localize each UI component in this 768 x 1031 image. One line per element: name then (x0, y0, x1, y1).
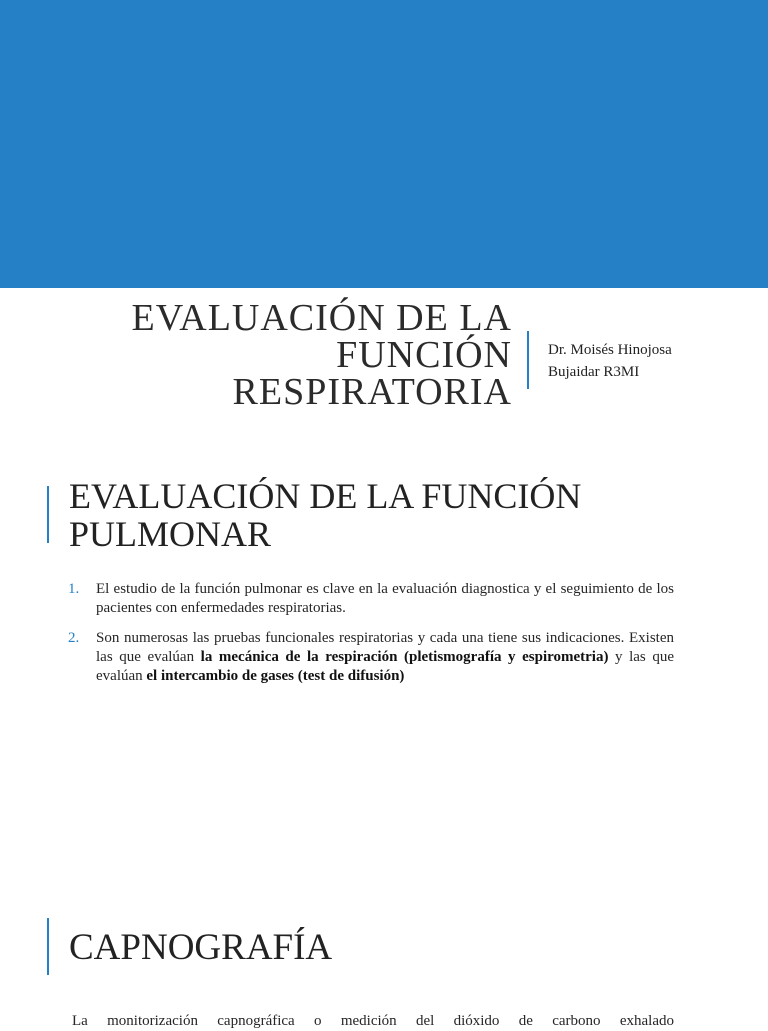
list-text-part: y las que evalúan (96, 649, 674, 684)
list-text (96, 629, 674, 686)
list-bold-part: la mecánica de la respiración (pletismografía y espirometria) (200, 649, 609, 665)
title-line-3: RESPIRATORIA (232, 371, 512, 413)
numbered-list (68, 580, 674, 697)
section-heading-pulmonar (69, 477, 739, 553)
section-accent-bar (47, 918, 49, 975)
list-number: 2. (68, 630, 80, 646)
author-line-1: Dr. Moisés Hinojosa (548, 342, 672, 358)
author-name (548, 339, 758, 383)
title-line-2: FUNCIÓN (336, 334, 512, 376)
heading-line-1: EVALUACIÓN DE LA FUNCIÓN (69, 476, 582, 516)
section-accent-bar (47, 486, 49, 543)
list-item (68, 629, 674, 686)
capnografia-body-text: La monitorización capnográfica o medición del dióxido de carbono exhalado (72, 1013, 674, 1029)
list-bold-part: el intercambio de gases (test de difusión) (146, 668, 405, 684)
title-line-1: EVALUACIÓN DE LA (131, 297, 512, 339)
list-number: 1. (68, 581, 80, 597)
title-divider (527, 331, 529, 389)
list-item (68, 580, 674, 618)
header-banner (0, 0, 768, 288)
presentation-title (60, 297, 512, 413)
list-text-part: Son numerosas las pruebas funcionales respiratorias y cada una tiene sus indicaciones. Existen las que evalúan (96, 630, 674, 665)
list-text: El estudio de la función pulmonar es clave en la evaluación diagnostica y el seguimiento de los pacientes con enfermedades respiratorias. (96, 581, 674, 616)
section-heading-capnografia: CAPNOGRAFÍA (69, 927, 333, 968)
author-line-2: Bujaidar R3MI (548, 364, 640, 380)
heading-line-2: PULMONAR (69, 514, 272, 554)
